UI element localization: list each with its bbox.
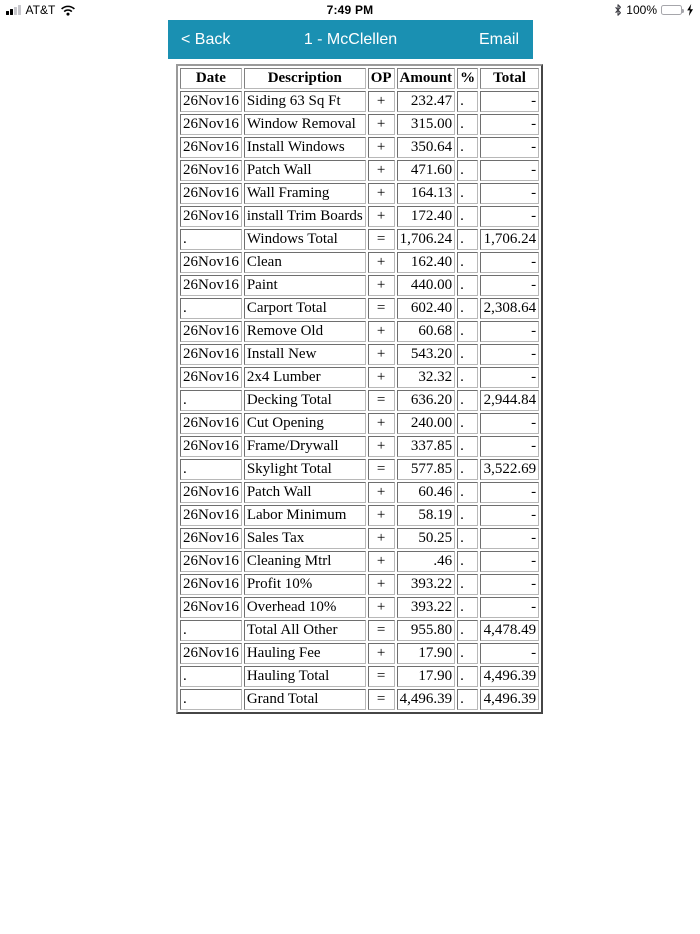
table-row[interactable] xyxy=(180,229,539,250)
cell-total: 2,308.64 xyxy=(480,298,539,319)
column-header-description: Description xyxy=(244,68,366,89)
table-row[interactable] xyxy=(180,505,539,526)
cell-total: - xyxy=(480,597,539,618)
cell-description: Overhead 10% xyxy=(244,597,366,618)
table-row[interactable] xyxy=(180,528,539,549)
cell-percent: . xyxy=(457,413,478,434)
table-row[interactable] xyxy=(180,114,539,135)
cell-percent: . xyxy=(457,390,478,411)
cell-percent: . xyxy=(457,551,478,572)
cell-description: Install Windows xyxy=(244,137,366,158)
cell-amount: 162.40 xyxy=(397,252,456,273)
cell-date: 26Nov16 xyxy=(180,574,242,595)
nav-bar xyxy=(168,20,533,59)
cell-percent: . xyxy=(457,459,478,480)
table-row[interactable] xyxy=(180,344,539,365)
cell-date: 26Nov16 xyxy=(180,91,242,112)
table-row[interactable] xyxy=(180,321,539,342)
cell-amount: 1,706.24 xyxy=(397,229,456,250)
cell-op: = xyxy=(368,689,395,710)
cell-op: + xyxy=(368,252,395,273)
cell-amount: 337.85 xyxy=(397,436,456,457)
cell-total: - xyxy=(480,344,539,365)
cell-date: 26Nov16 xyxy=(180,643,242,664)
table-row[interactable] xyxy=(180,390,539,411)
cell-description: Hauling Fee xyxy=(244,643,366,664)
email-button[interactable]: Email xyxy=(478,30,519,48)
cell-description: Install New xyxy=(244,344,366,365)
cell-amount: 17.90 xyxy=(397,666,456,687)
cell-amount: 471.60 xyxy=(397,160,456,181)
cell-date: . xyxy=(180,620,242,641)
cell-amount: 58.19 xyxy=(397,505,456,526)
table-row[interactable] xyxy=(180,551,539,572)
cell-op: = xyxy=(368,229,395,250)
cell-amount: 577.85 xyxy=(397,459,456,480)
cell-amount: 636.20 xyxy=(397,390,456,411)
cell-total: - xyxy=(480,321,539,342)
cell-description: Skylight Total xyxy=(244,459,366,480)
cell-percent: . xyxy=(457,344,478,365)
cell-total: - xyxy=(480,482,539,503)
cell-amount: 17.90 xyxy=(397,643,456,664)
cell-total: 2,944.84 xyxy=(480,390,539,411)
table-row[interactable] xyxy=(180,620,539,641)
table-row[interactable] xyxy=(180,413,539,434)
cell-total: 3,522.69 xyxy=(480,459,539,480)
cell-date: 26Nov16 xyxy=(180,551,242,572)
cell-description: Cut Opening xyxy=(244,413,366,434)
cell-date: 26Nov16 xyxy=(180,436,242,457)
cell-date: 26Nov16 xyxy=(180,505,242,526)
header-row xyxy=(180,68,539,89)
cell-description: Cleaning Mtrl xyxy=(244,551,366,572)
cell-percent: . xyxy=(457,137,478,158)
charging-bolt-icon xyxy=(686,4,694,16)
cell-total: - xyxy=(480,137,539,158)
cell-total: 4,496.39 xyxy=(480,666,539,687)
cell-date: . xyxy=(180,666,242,687)
bluetooth-icon xyxy=(614,4,622,16)
column-header-op: OP xyxy=(368,68,395,89)
cell-amount: .46 xyxy=(397,551,456,572)
cell-description: Wall Framing xyxy=(244,183,366,204)
cell-percent: . xyxy=(457,298,478,319)
cell-date: 26Nov16 xyxy=(180,206,242,227)
cell-percent: . xyxy=(457,666,478,687)
cell-total: - xyxy=(480,367,539,388)
cell-op: + xyxy=(368,482,395,503)
table-row[interactable] xyxy=(180,252,539,273)
cell-percent: . xyxy=(457,252,478,273)
cell-amount: 350.64 xyxy=(397,137,456,158)
cell-op: + xyxy=(368,275,395,296)
table-row[interactable] xyxy=(180,367,539,388)
cell-op: + xyxy=(368,574,395,595)
cell-total: - xyxy=(480,114,539,135)
cell-op: = xyxy=(368,620,395,641)
cell-date: 26Nov16 xyxy=(180,367,242,388)
cell-description: install Trim Boards xyxy=(244,206,366,227)
cell-percent: . xyxy=(457,505,478,526)
cell-total: - xyxy=(480,275,539,296)
cell-date: 26Nov16 xyxy=(180,114,242,135)
cell-amount: 543.20 xyxy=(397,344,456,365)
cell-total: 4,478.49 xyxy=(480,620,539,641)
cell-description: Carport Total xyxy=(244,298,366,319)
table-row[interactable] xyxy=(180,574,539,595)
cell-percent: . xyxy=(457,275,478,296)
cell-description: Profit 10% xyxy=(244,574,366,595)
cell-date: . xyxy=(180,390,242,411)
cell-op: + xyxy=(368,114,395,135)
cell-percent: . xyxy=(457,183,478,204)
column-header-date: Date xyxy=(180,68,242,89)
cell-date: 26Nov16 xyxy=(180,137,242,158)
cell-amount: 393.22 xyxy=(397,597,456,618)
cell-amount: 32.32 xyxy=(397,367,456,388)
cell-percent: . xyxy=(457,160,478,181)
cell-total: - xyxy=(480,528,539,549)
cell-op: = xyxy=(368,666,395,687)
column-header-amount: Amount xyxy=(397,68,456,89)
cell-percent: . xyxy=(457,528,478,549)
cell-description: Decking Total xyxy=(244,390,366,411)
cell-op: + xyxy=(368,643,395,664)
status-bar xyxy=(0,0,700,20)
cell-total: - xyxy=(480,160,539,181)
cell-total: - xyxy=(480,643,539,664)
cell-total: - xyxy=(480,574,539,595)
cell-amount: 50.25 xyxy=(397,528,456,549)
cell-description: 2x4 Lumber xyxy=(244,367,366,388)
status-bar-right xyxy=(614,0,694,20)
cell-amount: 315.00 xyxy=(397,114,456,135)
estimate-table xyxy=(176,64,543,714)
cell-date: 26Nov16 xyxy=(180,528,242,549)
cell-total: - xyxy=(480,183,539,204)
battery-percent-label: 100% xyxy=(626,3,657,17)
cell-description: Windows Total xyxy=(244,229,366,250)
cell-description: Labor Minimum xyxy=(244,505,366,526)
cell-date: 26Nov16 xyxy=(180,160,242,181)
clock: 7:49 PM xyxy=(326,3,374,17)
cell-op: + xyxy=(368,344,395,365)
carrier-label: AT&T xyxy=(25,3,56,17)
cell-op: + xyxy=(368,505,395,526)
cell-date: 26Nov16 xyxy=(180,252,242,273)
cell-total: - xyxy=(480,551,539,572)
cell-description: Window Removal xyxy=(244,114,366,135)
cell-op: + xyxy=(368,206,395,227)
cell-description: Hauling Total xyxy=(244,666,366,687)
cell-amount: 60.46 xyxy=(397,482,456,503)
cell-percent: . xyxy=(457,229,478,250)
cell-amount: 440.00 xyxy=(397,275,456,296)
cell-op: + xyxy=(368,321,395,342)
cell-percent: . xyxy=(457,574,478,595)
cell-op: = xyxy=(368,298,395,319)
cell-description: Siding 63 Sq Ft xyxy=(244,91,366,112)
column-header-total: Total xyxy=(480,68,539,89)
cell-op: = xyxy=(368,459,395,480)
cell-amount: 240.00 xyxy=(397,413,456,434)
cell-description: Paint xyxy=(244,275,366,296)
cell-percent: . xyxy=(457,597,478,618)
cell-amount: 602.40 xyxy=(397,298,456,319)
cell-op: + xyxy=(368,551,395,572)
cell-percent: . xyxy=(457,620,478,641)
cell-date: . xyxy=(180,298,242,319)
cell-op: + xyxy=(368,528,395,549)
cell-total: - xyxy=(480,252,539,273)
cell-amount: 60.68 xyxy=(397,321,456,342)
cell-date: 26Nov16 xyxy=(180,275,242,296)
cell-op: + xyxy=(368,160,395,181)
cell-description: Clean xyxy=(244,252,366,273)
table-row[interactable] xyxy=(180,275,539,296)
cell-description: Patch Wall xyxy=(244,482,366,503)
cell-date: 26Nov16 xyxy=(180,413,242,434)
cell-description: Grand Total xyxy=(244,689,366,710)
table-row[interactable] xyxy=(180,160,539,181)
cell-amount: 232.47 xyxy=(397,91,456,112)
cell-amount: 172.40 xyxy=(397,206,456,227)
cell-percent: . xyxy=(457,114,478,135)
cell-percent: . xyxy=(457,643,478,664)
cell-description: Patch Wall xyxy=(244,160,366,181)
table-row[interactable] xyxy=(180,298,539,319)
cell-total: 1,706.24 xyxy=(480,229,539,250)
cell-date: 26Nov16 xyxy=(180,344,242,365)
cell-op: + xyxy=(368,91,395,112)
cell-percent: . xyxy=(457,367,478,388)
cell-date: 26Nov16 xyxy=(180,183,242,204)
cell-op: + xyxy=(368,413,395,434)
cell-percent: . xyxy=(457,321,478,342)
cell-date: 26Nov16 xyxy=(180,321,242,342)
cell-date: . xyxy=(180,459,242,480)
table-row[interactable] xyxy=(180,436,539,457)
cell-description: Sales Tax xyxy=(244,528,366,549)
table-row[interactable] xyxy=(180,643,539,664)
cell-date: 26Nov16 xyxy=(180,482,242,503)
battery-icon xyxy=(661,5,682,15)
cell-total: 4,496.39 xyxy=(480,689,539,710)
table-row[interactable] xyxy=(180,459,539,480)
table-row[interactable] xyxy=(180,666,539,687)
cell-amount: 164.13 xyxy=(397,183,456,204)
cell-op: + xyxy=(368,183,395,204)
cell-total: - xyxy=(480,505,539,526)
cell-amount: 955.80 xyxy=(397,620,456,641)
cell-total: - xyxy=(480,413,539,434)
page-title: 1 - McClellen xyxy=(303,30,398,48)
cell-op: + xyxy=(368,436,395,457)
cell-total: - xyxy=(480,91,539,112)
cell-date: . xyxy=(180,229,242,250)
table-row[interactable] xyxy=(180,206,539,227)
column-header-percent: % xyxy=(457,68,478,89)
cell-total: - xyxy=(480,206,539,227)
cell-percent: . xyxy=(457,689,478,710)
back-button[interactable]: < Back xyxy=(181,30,231,48)
cell-op: = xyxy=(368,390,395,411)
cell-description: Remove Old xyxy=(244,321,366,342)
cell-op: + xyxy=(368,367,395,388)
cell-description: Total All Other xyxy=(244,620,366,641)
cell-description: Frame/Drywall xyxy=(244,436,366,457)
cell-percent: . xyxy=(457,206,478,227)
table-row[interactable] xyxy=(180,91,539,112)
cell-op: + xyxy=(368,597,395,618)
cell-date: 26Nov16 xyxy=(180,597,242,618)
cell-amount: 4,496.39 xyxy=(397,689,456,710)
table-row[interactable] xyxy=(180,137,539,158)
table-row[interactable] xyxy=(180,183,539,204)
cell-total: - xyxy=(480,436,539,457)
cell-amount: 393.22 xyxy=(397,574,456,595)
cell-date: . xyxy=(180,689,242,710)
cell-percent: . xyxy=(457,482,478,503)
table-row[interactable] xyxy=(180,689,539,710)
cell-percent: . xyxy=(457,436,478,457)
cell-percent: . xyxy=(457,91,478,112)
table-row[interactable] xyxy=(180,597,539,618)
table-row[interactable] xyxy=(180,482,539,503)
cell-op: + xyxy=(368,137,395,158)
